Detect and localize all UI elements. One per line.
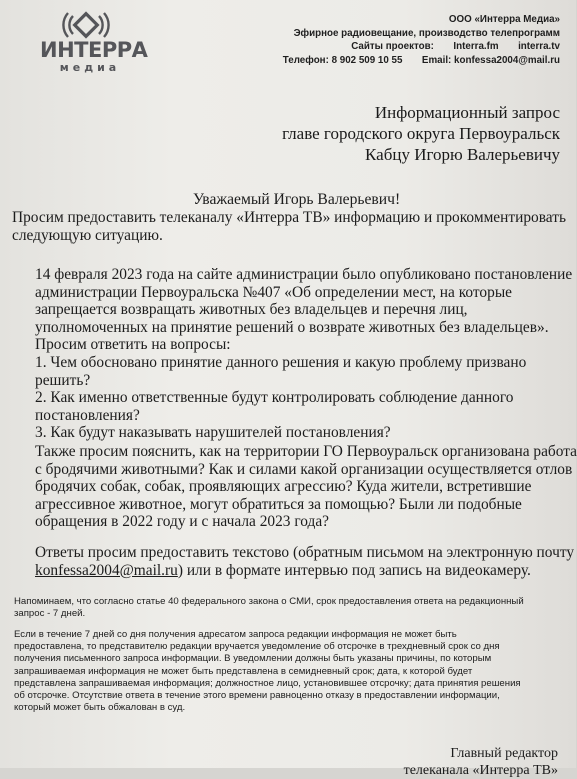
text-line: следующую ситуацию. xyxy=(12,226,163,244)
logo-name: ИНТЕРРА xyxy=(40,38,148,62)
text-line: Просим ответить на вопросы: xyxy=(35,336,231,354)
site-link-fm[interactable]: Interra.fm xyxy=(453,41,499,52)
company-logo xyxy=(40,12,148,74)
text-line: бродячих собак, собак, проявляющих агрессию? Куда жители, встретившие xyxy=(35,478,532,496)
text-line: решить? xyxy=(35,371,91,389)
text-line: уполномоченных на принятие решений о возврате животных без владельцев». xyxy=(35,318,549,336)
text-line: 1. Чем обосновано принятие данного решения и какую проблему призвано xyxy=(35,353,527,371)
email-label: Email: xyxy=(421,54,452,66)
text-line: агрессивное животное, могут обратиться за помощью? Были ли подобные xyxy=(35,495,522,513)
phone-label: Телефон: xyxy=(282,54,329,66)
text-line: Если в течение 7 дней со дня получения адресатом запроса редакции информация не может быть xyxy=(14,629,457,640)
phone-number: 8 902 509 10 55 xyxy=(331,54,403,66)
questions-paragraph xyxy=(35,266,573,442)
intro-paragraph xyxy=(12,209,566,244)
text-line: который может быть обжалован в суд. xyxy=(14,702,186,714)
text-line: Просим предоставить телеканалу «Интерра ТВ» информацию и прокомментировать xyxy=(12,209,566,226)
text-line: представлена запрашиваемая информация; должностное лицо, установившее отсрочку; дата принятия решения xyxy=(14,677,521,689)
addressee-block xyxy=(282,102,560,165)
logo-subtitle: медиа xyxy=(59,61,121,74)
text-fragment: ) или в формате интервью под запись на видеокамеру. xyxy=(177,561,531,579)
text-line: 2. Как именно ответственные будут контролировать соблюдение данного xyxy=(35,389,514,407)
addressee-name: Кабцу Игорю Валерьевичу xyxy=(365,145,560,164)
request-title: Информационный запрос xyxy=(374,103,560,122)
company-email[interactable]: konfessa2004@mail.ru xyxy=(454,54,560,66)
response-email-link[interactable]: konfessa2004@mail.ru xyxy=(35,561,178,579)
addressee-position: главе городского округа Первоуральск xyxy=(282,124,560,143)
deferral-note xyxy=(14,629,562,714)
signature-block xyxy=(404,745,558,779)
law-reminder-note xyxy=(14,596,562,620)
company-activity: Эфирное радиовещание, производство телепрограмм xyxy=(293,27,560,39)
company-name: ООО «Интерра Медиа» xyxy=(448,14,560,25)
stray-animals-paragraph xyxy=(35,443,577,531)
text-line: обращения в 2022 году и с начала 2023 года? xyxy=(35,513,330,531)
salutation: Уважаемый Игорь Валерьевич! xyxy=(193,191,401,208)
company-sites xyxy=(283,40,560,54)
text-line: запрашиваемая информация не может быть представлена в семидневный срок; дата, к которой будет xyxy=(14,665,473,677)
text-line: Также просим пояснить, как на территории ГО Первоуральск организована работа xyxy=(35,443,577,460)
text-line: получения письменного запроса информации. В уведомлении должны быть указаны причины, по которым xyxy=(14,653,492,665)
text-line: предоставлена, то представителю редакции вручается уведомление об отсрочке в трехдневный срок со дня xyxy=(14,641,500,653)
text-line: постановления? xyxy=(35,406,140,424)
company-contacts xyxy=(283,54,560,68)
text-line: Напоминаем, что согласно статье 40 федерального закона о СМИ, срок предоставления ответа на редакционный xyxy=(14,596,524,607)
signal-logo-icon xyxy=(64,12,108,38)
signature-title: Главный редактор xyxy=(450,746,558,761)
response-paragraph xyxy=(35,544,575,579)
text-line xyxy=(35,562,563,580)
text-line: 3. Как будут наказывать нарушителей постановления? xyxy=(35,424,391,442)
company-details xyxy=(283,13,560,67)
sites-label: Сайты проектов: xyxy=(351,41,434,52)
text-line: запрещается возвращать животных без владельцев и перечня лиц, xyxy=(35,301,468,319)
text-line: запрос - 7 дней. xyxy=(14,608,86,620)
text-line: об отсрочке. Отсутствие ответа в течение этого времени равноценно отказу в предоставлении информации, xyxy=(14,690,500,702)
text-line: администрации Первоуральска №407 «Об определении мест, на которые xyxy=(35,283,512,301)
text-line: 14 февраля 2023 года на сайте администрации было опубликовано постановление xyxy=(35,266,573,283)
site-link-tv[interactable]: interra.tv xyxy=(518,41,560,52)
text-line: Ответы просим предоставить текстово (обратным письмом на электронную почту xyxy=(35,544,575,561)
text-line: с бродячими животными? Как и силами какой организации осуществляется отлов xyxy=(35,460,573,478)
signature-organization: телеканала «Интерра ТВ» xyxy=(403,763,558,778)
